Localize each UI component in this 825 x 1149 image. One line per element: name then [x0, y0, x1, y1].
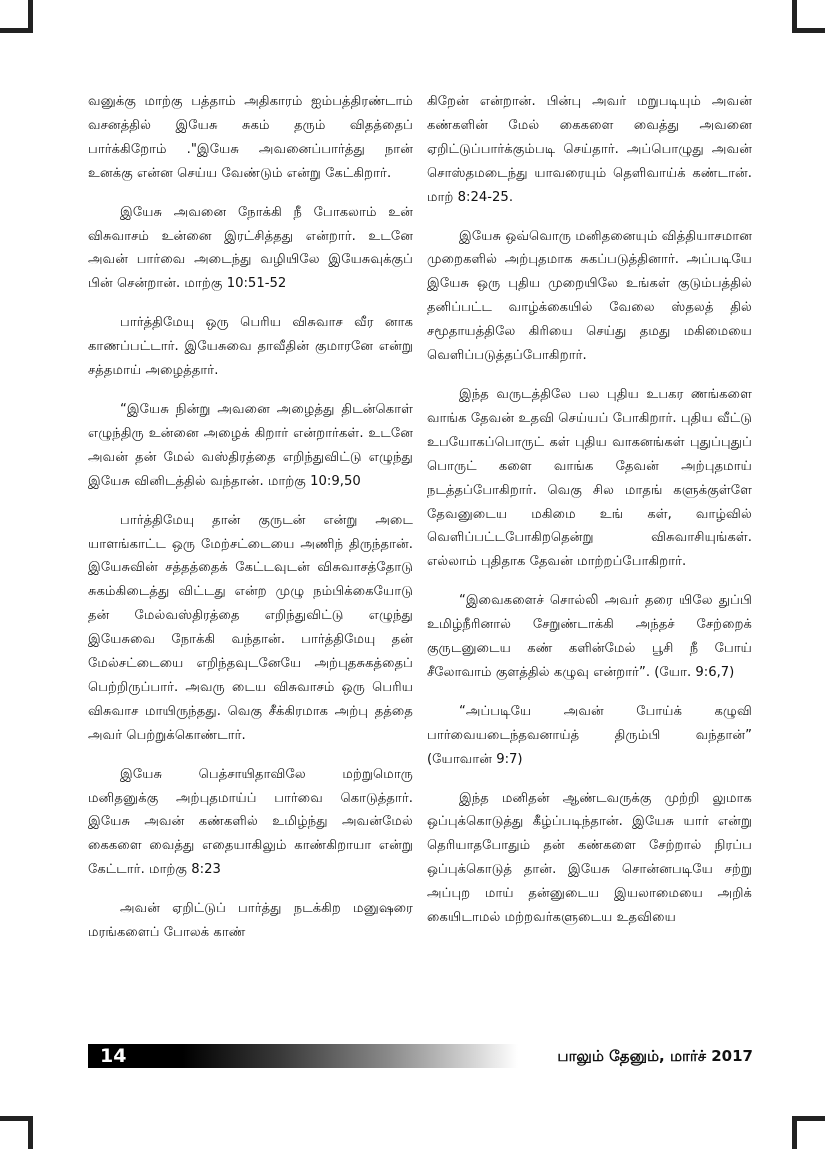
paragraph: இயேசு அவனை நோக்கி நீ போகலாம் உன் விசுவாசம் உன்னை இரட்சித்தது என்றார். உடனே அவன் பார்வை அடைந்து வழியிலே இயேசுவுக்குப் பின் சென்றான். மாற்கு 10:51-52	[88, 204, 413, 292]
paragraph: அவன் ஏறிட்டுப் பார்த்து நடக்கிற மனுஷரை மரங்களைப் போலக் காண்	[88, 901, 413, 941]
paragraph: இந்த மனிதன் ஆண்டவருக்கு முற்றி லுமாக ஒப்புக்கொடுத்து கீழ்ப்படிந்தான். இயேசு யார் என்று தெரியாதபோதும் தன் கண்களை சேற்றால் நிரப்ப ஒப்புக்கொடுத் தான். இயேசு சொன்னபடியே சற்று அப்புற மாய் தன்னுடைய இயலாமையை அறிக் கையிடாமல் மற்றவர்களுடைய உதவியை	[427, 790, 752, 926]
magazine-title-date: பாலும் தேனும், மார்ச் 2017	[557, 1047, 753, 1065]
crop-mark-bottom-right	[792, 1116, 825, 1149]
crop-mark-bottom-left	[0, 1116, 33, 1149]
paragraph: “இவைகளைச் சொல்லி அவர் தரை யிலே துப்பி உமிழ்நீரினால் சேறுண்டாக்கி அந்தச் சேற்றைக் குருடனுடைய கண் களின்மேல் பூசி நீ போய் சீலோவாம் குளத்தில் கழுவு என்றார்”. (யோ. 9:6,7)	[427, 593, 752, 680]
crop-mark-top-right	[792, 0, 825, 33]
paragraph: “இயேசு நின்று அவனை அழைத்து திடன்கொள் எழுந்திரு உன்னை அழைக் கிறார் என்றார்கள். உடனே அவன் தன் மேல் வஸ்திரத்தை எறிந்துவிட்டு எழுந்து இயேசு வினிடத்தில் வந்தான். மாற்கு 10:9,50	[88, 401, 413, 489]
right-column	[427, 90, 752, 930]
paragraph: வனுக்கு மாற்கு பத்தாம் அதிகாரம் ஐம்பத்திரண்டாம் வசனத்தில் இயேசு சுகம் தரும் விதத்தைப் பார்க்கிறோம் ."இயேசு அவனைப்பார்த்து நான் உனக்கு என்ன செய்ய வேண்டும் என்று கேட்கிறார்.	[88, 94, 413, 181]
page-number: 14	[100, 1045, 127, 1067]
paragraph: “அப்படியே அவன் போய்க் கழுவி பார்வையடைந்தவனாய்த் திரும்பி வந்தான்” (யோவான் 9:7)	[427, 703, 752, 767]
paragraph: பார்த்திமேயு தான் குருடன் என்று அடை யாளங்காட்ட ஒரு மேற்சட்டையை அணிந் திருந்தான். இயேசுவின் சத்தத்தைக் கேட்டவுடன் விசுவாசத்தோடு சுகம்கிடைத்து விட்டது என்ற முழு நம்பிக்கையோடு தன் மேல்வஸ்திரத்தை எறிந்துவிட்டு எழுந்து இயேசுவை நோக்கி வந்தான். பார்த்திமேயு தன் மேல்சட்டையை எறிந்தவுடனேயே அற்புதசுகத்தைப் பெற்றிருப்பார். அவரு டைய விசுவாசம் ஒரு பெரிய விசுவாச மாயிருந்தது. வெகு சீக்கிரமாக அற்பு தத்தை அவர் பெற்றுக்கொண்டார்.	[88, 512, 413, 743]
paragraph: இயேசு பெத்சாயிதாவிலே மற்றுமொரு மனிதனுக்கு அற்புதமாய்ப் பார்வை கொடுத்தார். இயேசு அவன் கண்களில் உமிழ்ந்து அவன்மேல் கைகளை வைத்து எதையாகிலும் காண்கிறாயா என்று கேட்டார். மாற்கு 8:23	[88, 766, 413, 878]
left-column	[88, 90, 413, 945]
crop-mark-top-left	[0, 0, 33, 33]
paragraph: இந்த வருடத்திலே பல புதிய உபகர ணங்களை வாங்க தேவன் உதவி செய்யப் போகிறார். புதிய வீட்டு உபயோகப்பொருட் கள் புதிய வாகனங்கள் புதுப்புதுப் பொருட் களை வாங்க தேவன் அற்புதமாய் நடத்தப்போகிறார். வெகு சில மாதங் களுக்குள்ளே தேவனுடைய மகிமை உங் கள், வாழ்வில் வெளிப்பட்டபோகிறதென்று விசுவாசியுங்கள். எல்லாம் புதிதாக தேவன் மாற்றப்போகிறார்.	[427, 386, 752, 570]
paragraph: இயேசு ஒவ்வொரு மனிதனையும் வித்தியாசமான முறைகளில் அற்புதமாக சுகப்படுத்தினார். அப்படியே இயேசு ஒரு புதிய முறையிலே உங்கள் குடும்பத்தில் தனிப்பட்ட வாழ்க்கையில் வேலை ஸ்தலத் தில் சமூதாயத்திலே கிரியை செய்து தமது மகிமையை வெளிப்படுத்தப்போகிறார்.	[427, 228, 752, 364]
paragraph: கிறேன் என்றான். பின்பு அவர் மறுபடியும் அவன் கண்களின் மேல் கைகளை வைத்து அவனை ஏறிட்டுப்பார்க்கும்படி செய்தார். அப்பொழுது அவன் சொஸ்தமடைந்து யாவரையும் தெளிவாய்க் கண்டான். மாற் 8:24-25.	[427, 94, 752, 205]
footer-gradient-bar	[88, 1044, 518, 1068]
paragraph: பார்த்திமேயு ஒரு பெரிய விசுவாச வீர னாக காணப்பட்டார். இயேசுவை தாவீதின் குமாரனே என்று சத்தமாய் அழைத்தார்.	[88, 315, 413, 379]
